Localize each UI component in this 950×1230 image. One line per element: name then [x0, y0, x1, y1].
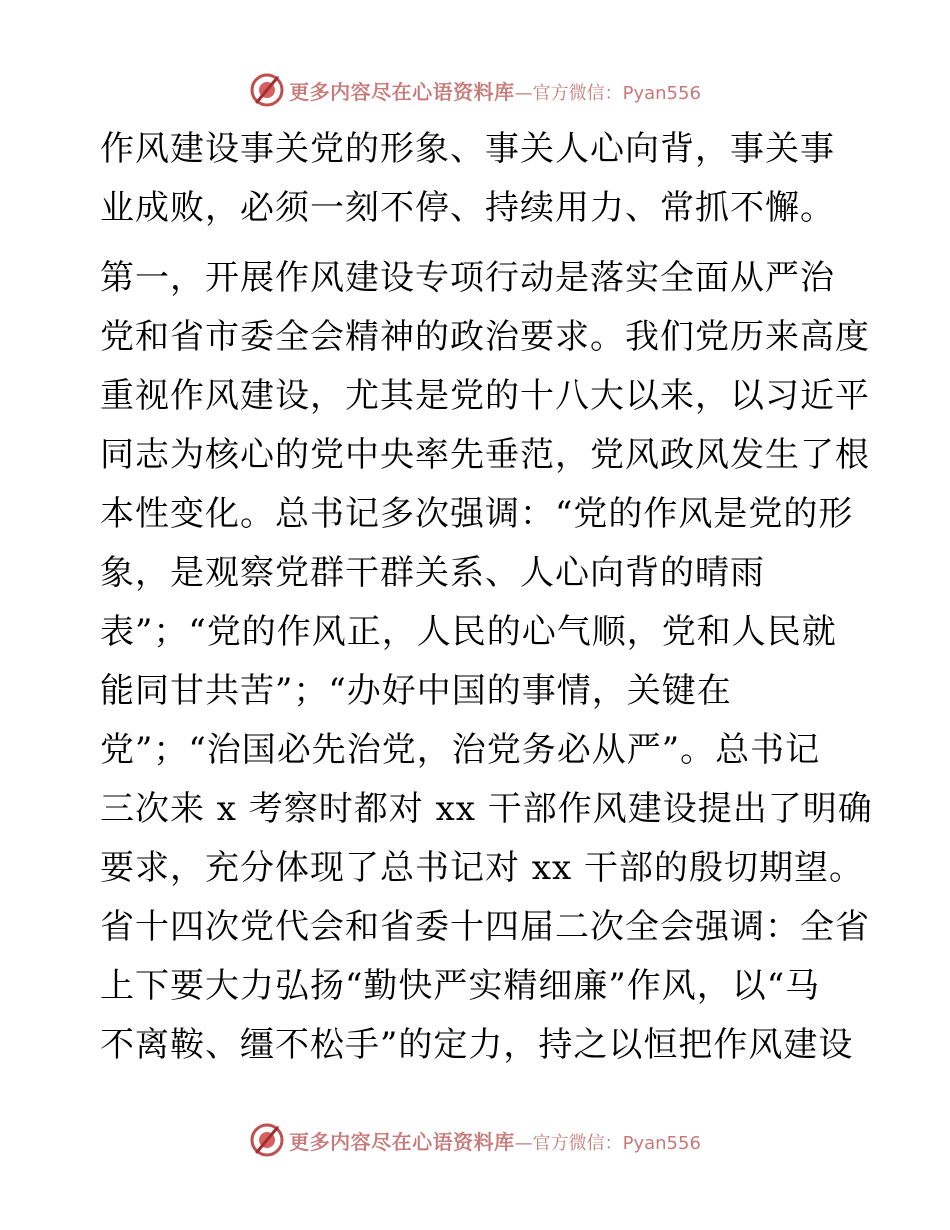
- paragraph-2-line: 同志为核心的党中央率先垂范，党风政风发生了根: [100, 435, 870, 475]
- paragraph-2-line: 重视作风建设，尤其是党的十八大以来，以习近平: [100, 376, 870, 416]
- header-wechat-text: 官方微信：Pyan556: [532, 82, 701, 104]
- paragraph-2-line: 第一，开展作风建设专项行动是落实全面从严治: [100, 258, 835, 298]
- footer-banner-text: [289, 1126, 701, 1155]
- paragraph-2-line: 不离鞍、缰不松手”的定力，持之以恒把作风建设: [100, 1025, 854, 1065]
- paragraph-2-line: 省十四次党代会和省委十四届二次全会强调：全省: [100, 907, 870, 947]
- footer-banner: [0, 1120, 950, 1160]
- paragraph-2-line: 上下要大力弘扬“勤快严实精细廉”作风，以“马: [100, 966, 821, 1006]
- paragraph-2-line: 党和省市委全会精神的政治要求。我们党历来高度: [100, 317, 870, 357]
- footer-separator: —: [514, 1132, 533, 1154]
- paragraph-1-line: 作风建设事关党的形象、事关人心向背，事关事: [100, 129, 835, 169]
- footer-wechat-text: 官方微信：Pyan556: [532, 1132, 701, 1154]
- logo-icon: [249, 1122, 285, 1158]
- header-banner-text: [289, 76, 701, 105]
- paragraph-2-line: 本性变化。总书记多次强调：“党的作风是党的形: [100, 494, 854, 534]
- paragraph-1-line: 业成败，必须一刻不停、持续用力、常抓不懈。: [100, 188, 835, 228]
- paragraph-2-line: 三次来 x 考察时都对 xx 干部作风建设提出了明确: [100, 789, 873, 829]
- header-separator: —: [514, 82, 533, 104]
- logo-icon: [249, 72, 285, 108]
- paragraph-2-line: 党”；“治国必先治党，治党务必从严”。总书记: [100, 730, 821, 770]
- footer-brand-text: 更多内容尽在心语资料库: [289, 1129, 515, 1154]
- paragraph-2-line: 象，是观察党群干群关系、人心向背的晴雨: [100, 553, 765, 593]
- header-brand-text: 更多内容尽在心语资料库: [289, 79, 515, 104]
- paragraph-2-line: 能同甘共苦”；“办好中国的事情，关键在: [100, 671, 732, 711]
- header-banner: [0, 70, 950, 110]
- paragraph-2-line: 表”；“党的作风正，人民的心气顺，党和人民就: [100, 612, 837, 652]
- paragraph-2-line: 要求，充分体现了总书记对 xx 干部的殷切期望。: [100, 848, 864, 888]
